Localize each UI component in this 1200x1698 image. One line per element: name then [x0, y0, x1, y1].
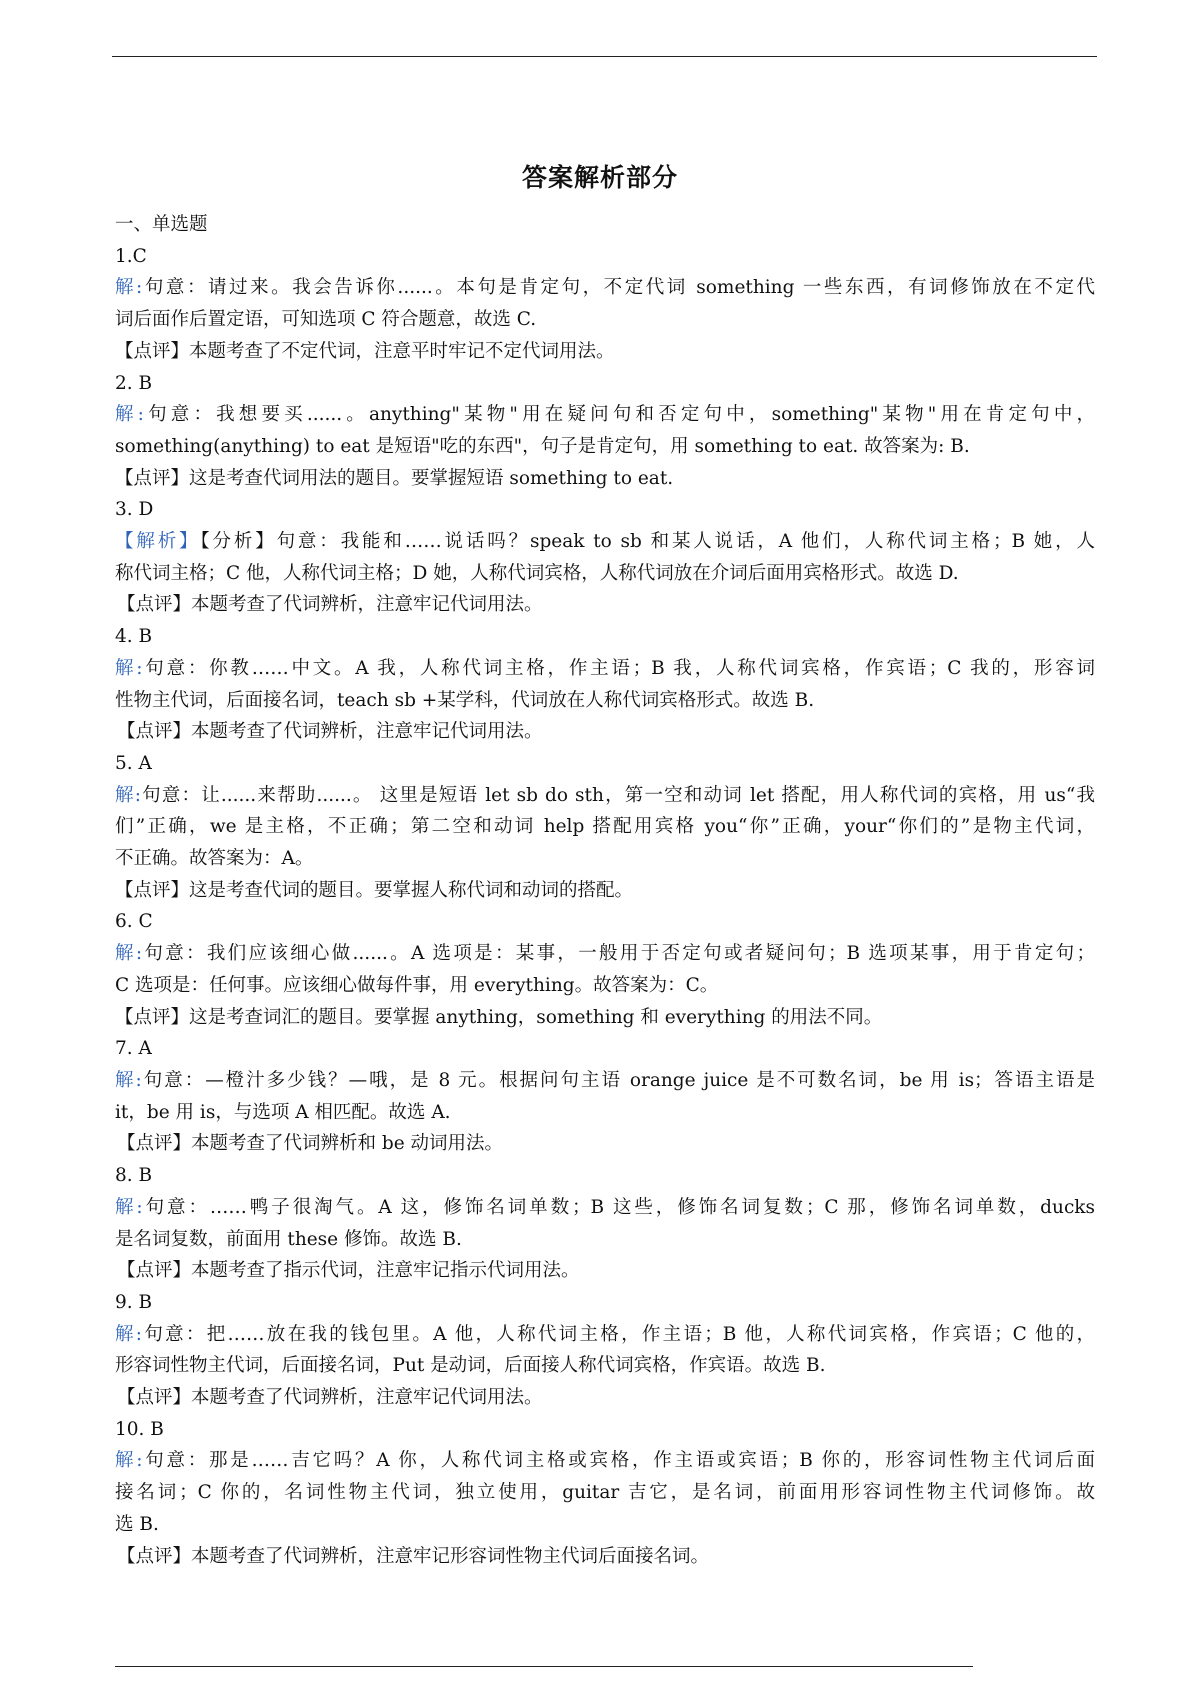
answer-number: 8. B — [115, 1165, 153, 1187]
footer-rule — [115, 1666, 973, 1667]
comment: 【点评】本题考查了代词辨析，注意牢记代词用法。 — [117, 1387, 543, 1409]
explanation-text: 句意：请过来。我会告诉你......。本句是肯定句，不定代词 something 一些东西，有词修饰放在不定代 — [142, 277, 1096, 299]
comment: 【点评】本题考查了不定代词，注意平时牢记不定代词用法。 — [115, 340, 615, 362]
answer-item — [115, 241, 1095, 368]
explanation-line — [115, 938, 1095, 970]
comment: 【点评】本题考查了代词辨析和 be 动词用法。 — [117, 1133, 504, 1155]
explanation-line: 词后面作后置定语，可知选项 C 符合题意，故选 C. — [115, 309, 537, 331]
answer-item — [115, 621, 1095, 748]
explanation-line — [115, 780, 1095, 812]
explanation-line: 称代词主格；C 他，人称代词主格；D 她，人称代词宾格，人称代词放在介词后面用宾格形式。故选 D. — [115, 562, 959, 584]
answer-item — [115, 494, 1095, 621]
explanation-line — [115, 526, 1095, 558]
explanation-prefix: 解: — [115, 1196, 143, 1218]
explanation-line — [115, 1065, 1095, 1097]
page-title: 答案解析部分 — [521, 163, 678, 192]
explanation-line: 性物主代词，后面接名词，teach sb +某学科，代词放在人称代词宾格形式。故选 B. — [115, 689, 815, 711]
explanation-prefix: 解: — [115, 277, 143, 299]
explanation-prefix: 解: — [115, 1069, 142, 1091]
section-heading: 一、单选题 — [115, 214, 208, 235]
comment: 【点评】这是考查代词用法的题目。要掌握短语 something to eat. — [115, 467, 674, 489]
comment: 【点评】本题考查了代词辨析，注意牢记代词用法。 — [117, 594, 543, 616]
explanation-prefix: 解: — [115, 943, 143, 965]
explanation-text: 句意：把……放在我的钱包里。A 他，人称代词主格，作主语；B 他，人称代词宾格，作宾语；C 他的， — [142, 1323, 1095, 1345]
explanation-line — [115, 399, 1095, 431]
answer-item — [115, 368, 1095, 495]
answer-item — [115, 906, 1095, 1033]
explanation-text: 句意：……鸭子很淘气。A 这，修饰名词单数；B 这些，修饰名词复数；C 那，修饰名词单数，ducks — [142, 1196, 1096, 1218]
explanation-line — [115, 1192, 1095, 1224]
answer-item — [115, 1414, 1095, 1573]
explanation-text: 【分析】句意：我能和……说话吗？speak to sb 和某人说话，A 他们，人称代词主格；B 她，人 — [200, 531, 1095, 553]
explanation-prefix: 解: — [115, 1323, 143, 1345]
answer-item — [115, 1287, 1095, 1414]
explanation-prefix: 解: — [115, 1450, 143, 1472]
answer-item — [115, 1033, 1095, 1160]
explanation-prefix: 解: — [115, 404, 144, 426]
header-rule — [112, 56, 1097, 57]
comment: 【点评】本题考查了指示代词，注意牢记指示代词用法。 — [117, 1260, 580, 1282]
explanation-text: 句意：让......来帮助......。 这里是短语 let sb do sth，第一空和动词 let 搭配，用人称代词的宾格，用 us“我 — [140, 784, 1096, 806]
comment: 【点评】本题考查了代词辨析，注意牢记形容词性物主代词后面接名词。 — [117, 1545, 710, 1567]
explanation-text: 句意：我想要买......。anything"某物"用在疑问句和否定句中，something"某物"用在肯定句中， — [143, 404, 1096, 426]
explanation-text: 句意：你教……中文。A 我，人称代词主格，作主语；B 我，人称代词宾格，作宾语；C 我的，形容词 — [142, 657, 1095, 679]
explanation-text: 句意：我们应该细心做......。A 选项是：某事，一般用于否定句或者疑问句；B 选项某事，用于肯定句； — [142, 943, 1095, 965]
answer-number: 4. B — [115, 626, 153, 648]
explanation-line: 形容词性物主代词，后面接名词，Put 是动词，后面接人称代词宾格，作宾语。故选 B. — [115, 1355, 826, 1377]
answer-number: 7. A — [115, 1038, 152, 1060]
explanation-line — [115, 1445, 1095, 1477]
explanation-prefix: 解: — [115, 657, 143, 679]
answer-number: 2. B — [115, 372, 153, 394]
comment: 【点评】本题考查了代词辨析，注意牢记代词用法。 — [117, 721, 543, 743]
explanation-line: it，be 用 is，与选项 A 相匹配。故选 A. — [115, 1101, 451, 1123]
answer-content — [115, 209, 1095, 1572]
explanation-line: 们”正确，we 是主格，不正确；第二空和动词 help 搭配用宾格 you“你”正确，your“你们的”是物主代词， — [115, 816, 1095, 838]
explanation-prefix: 【解析】 — [115, 531, 201, 553]
answer-number: 9. B — [115, 1291, 153, 1313]
explanation-line: 接名词；C 你的，名词性物主代词，独立使用，guitar 吉它，是名词，前面用形容词性物主代词修饰。故 — [115, 1482, 1095, 1504]
explanation-line — [115, 272, 1095, 304]
comment: 【点评】这是考查词汇的题目。要掌握 anything，something 和 everything 的用法不同。 — [115, 1006, 883, 1028]
explanation-text: 句意：那是……吉它吗？A 你，人称代词主格或宾格，作主语或宾语；B 你的，形容词性物主代词后面 — [142, 1450, 1095, 1472]
answer-item — [115, 748, 1095, 907]
answer-number: 3. D — [115, 499, 154, 521]
comment: 【点评】这是考查代词的题目。要掌握人称代词和动词的搭配。 — [115, 879, 634, 901]
answer-item — [115, 1160, 1095, 1287]
explanation-text: 句意：—橙汁多少钱？—哦，是 8 元。根据问句主语 orange juice 是不可数名词，be 用 is；答语主语是 — [141, 1069, 1096, 1091]
explanation-line: C 选项是：任何事。应该细心做每件事，用 everything。故答案为：C。 — [115, 974, 719, 996]
explanation-line: something(anything) to eat 是短语"吃的东西"，句子是肯定句，用 something to eat. 故答案为: B. — [115, 435, 970, 457]
explanation-line: 不正确。故答案为：A。 — [115, 848, 314, 870]
explanation-prefix: 解: — [115, 784, 141, 806]
answer-number: 6. C — [115, 911, 153, 933]
answer-number: 10. B — [115, 1418, 164, 1440]
explanation-line — [115, 653, 1095, 685]
explanation-line: 是名词复数，前面用 these 修饰。故选 B. — [115, 1228, 462, 1250]
explanation-line — [115, 1319, 1095, 1351]
answer-number: 5. A — [115, 752, 152, 774]
answer-number: 1.C — [115, 245, 147, 267]
explanation-line: 选 B. — [115, 1513, 159, 1535]
